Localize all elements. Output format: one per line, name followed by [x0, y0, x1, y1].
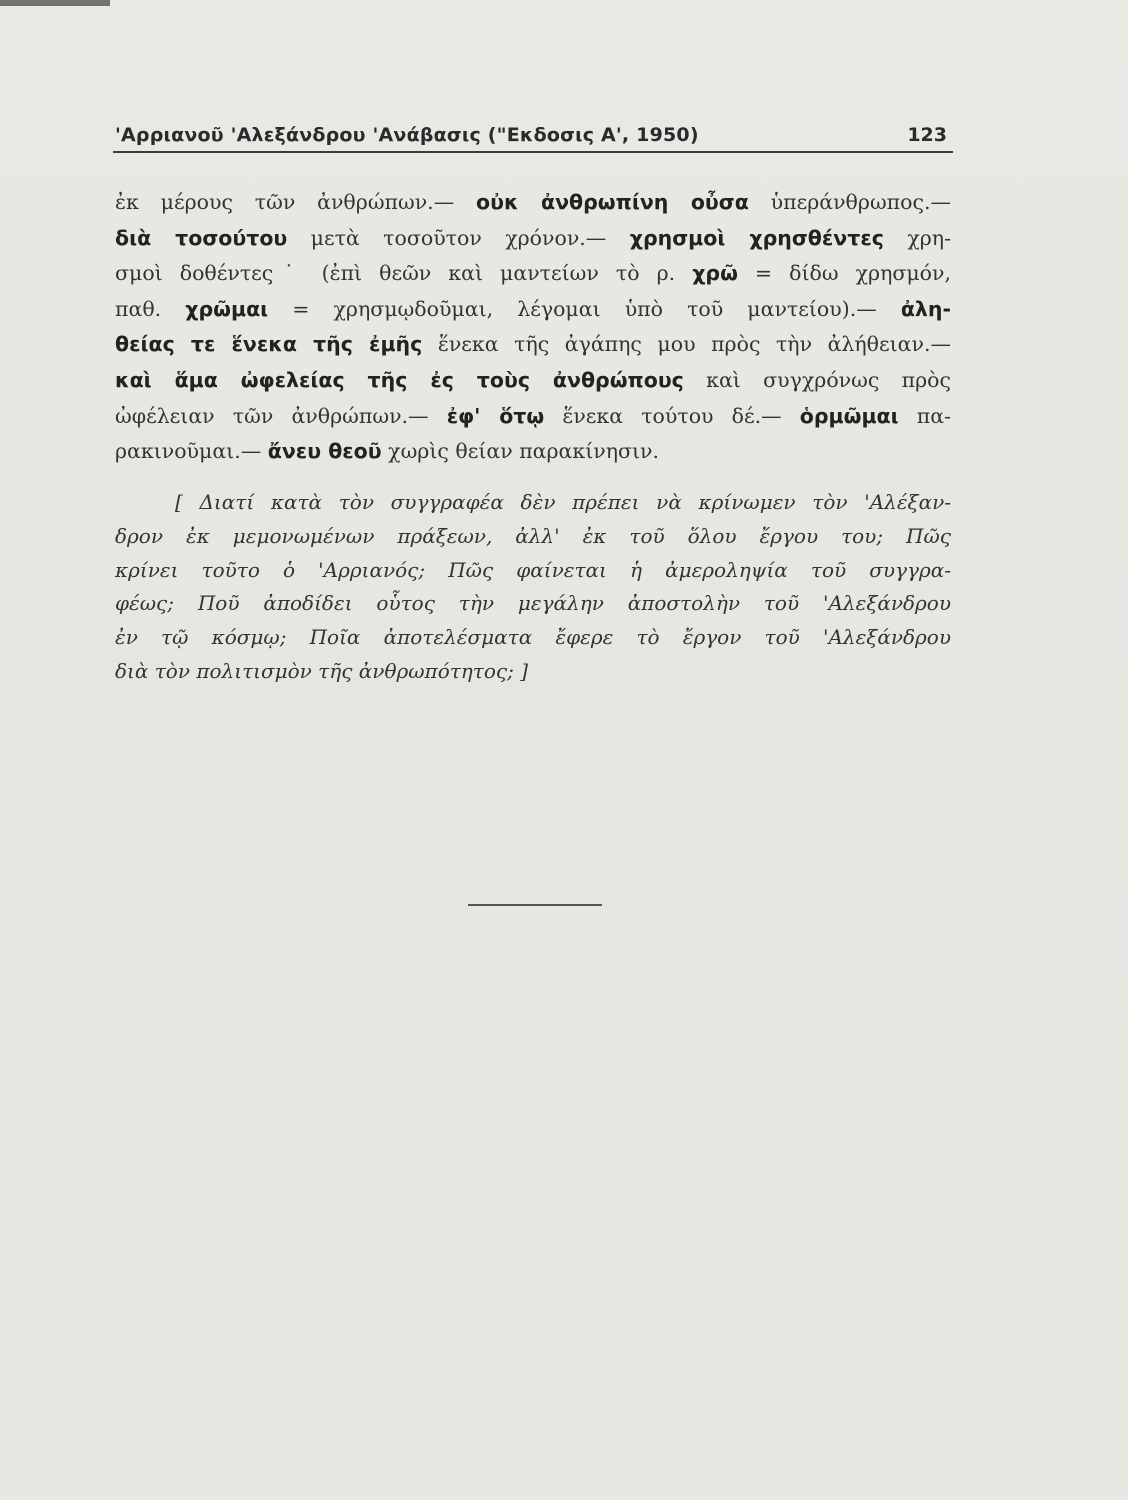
scan-edge-mark	[0, 0, 110, 6]
lemma-term: ἀλη-	[900, 296, 951, 321]
gloss-text: = χρησμῳδοῦμαι, λέγομαι ὑπὸ τοῦ μαντείου).—	[268, 296, 901, 321]
gloss-text: παθ.	[115, 296, 186, 321]
lemma-term: θείας τε ἕνεκα τῆς ἐμῆς	[115, 332, 423, 357]
gloss-text: = δίδω χρησμόν,	[737, 261, 952, 286]
header-rule	[113, 151, 953, 153]
gloss-text: καὶ συγχρόνως πρὸς	[683, 367, 951, 392]
lemma-term: καὶ ἅμα ὠφελείας τῆς ἐς τοὺς ἀνθρώπους	[115, 367, 684, 392]
gloss-text: ἕνεκα τούτου δέ.—	[544, 403, 800, 428]
lemma-term: ὁρμῶμαι	[799, 403, 899, 428]
gloss-text: ἐκ μέρους τῶν ἀνθρώπων.—	[115, 190, 477, 214]
lemma-term: οὐκ ἀνθρωπίνη οὖσα	[476, 190, 749, 214]
lemma-term: χρῶ	[692, 261, 738, 286]
gloss-text: χωρὶς θείαν παρακίνησιν.	[381, 439, 660, 464]
lemma-term: χρῶμαι	[185, 296, 269, 321]
gloss-text: ὠφέλειαν τῶν ἀνθρώπων.—	[115, 403, 447, 428]
text-line	[115, 399, 951, 435]
gloss-text: ρακινοῦμαι.—	[115, 439, 268, 464]
lemma-term: χρησμοὶ χρησθέντες	[629, 225, 884, 250]
lemma-term: ἄνευ θεοῦ	[267, 439, 382, 464]
gloss-text: ὑπεράνθρωπος.—	[748, 190, 951, 214]
page-number: 123	[907, 124, 947, 146]
gloss-text: σμοὶ δοθέντες˙ (ἐπὶ θεῶν καὶ μαντείων τὸ ρ.	[115, 261, 693, 286]
lemma-term: ἐφ' ὅτῳ	[446, 403, 545, 428]
text-line	[115, 327, 951, 363]
text-line	[115, 256, 951, 292]
question-line: δρον ἐκ μεμονωμένων πράξεων, ἀλλ' ἐκ τοῦ ὅλου ἔργου του; Πῶς	[115, 523, 951, 548]
running-header	[115, 124, 951, 152]
question-line: διὰ τὸν πολιτισμὸν τῆς ἀνθρωπότητος; ]	[115, 658, 528, 683]
question-line: κρίνει τοῦτο ὁ 'Αρριανός; Πῶς φαίνεται ἡ ἀμεροληψία τοῦ συγγρα-	[115, 557, 951, 582]
text-line	[115, 185, 951, 221]
lemma-term: διὰ τοσούτου	[115, 225, 288, 250]
study-questions	[115, 486, 951, 689]
text-line	[115, 221, 951, 257]
text-line	[115, 434, 951, 470]
gloss-text: πα-	[898, 403, 952, 428]
question-line: ἐν τῷ κόσμῳ; Ποῖα ἀποτελέσματα ἔφερε τὸ ἔργον τοῦ 'Αλεξάνδρου	[115, 625, 951, 650]
gloss-text: ἕνεκα τῆς ἀγάπης μου πρὸς τὴν ἀλήθειαν.—	[422, 332, 952, 357]
glossary-text	[115, 185, 951, 470]
question-line: φέως; Ποῦ ἀποδίδει οὗτος τὴν μεγάλην ἀποστολὴν τοῦ 'Αλεξάνδρου	[115, 591, 951, 616]
text-line	[115, 363, 951, 399]
gloss-text: χρη-	[883, 225, 952, 250]
text-line	[115, 292, 951, 328]
running-title: 'Αρριανοῦ 'Αλεξάνδρου 'Ανάβασις ("Εκδοσις Α', 1950)	[115, 124, 699, 146]
section-end-rule	[468, 904, 602, 906]
gloss-text: μετὰ τοσοῦτον χρόνον.—	[287, 225, 630, 250]
question-line: [ Διατί κατὰ τὸν συγγραφέα δὲν πρέπει νὰ κρίνωμεν τὸν 'Αλέξαν-	[175, 490, 951, 514]
